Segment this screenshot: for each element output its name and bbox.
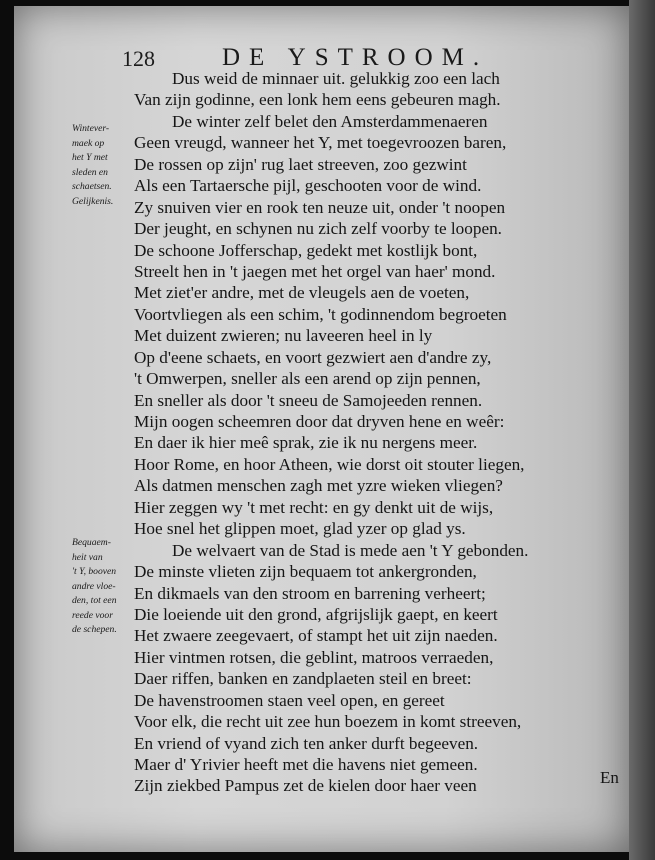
verse-line: Hoe snel het glippen moet, glad yzer op glad ys. <box>134 519 466 539</box>
margin-note-line: Gelijkenis. <box>72 195 114 207</box>
verse-line: Hier zeggen wy 't met recht: en gy denkt uit de wijs, <box>134 497 494 517</box>
verse-line: Met duizent zwieren; nu laveeren heel in ly <box>134 326 433 346</box>
verse-line: De rossen op zijn' rug laet streeven, zoo gezwint <box>134 154 467 174</box>
verse-line: Als datmen menschen zagh met yzre wieken vliegen? <box>134 476 503 496</box>
margin-note-line: andre vloe- <box>72 580 116 592</box>
verse-line: Als een Tartaersche pijl, geschooten voor de wind. <box>134 176 482 196</box>
running-title: DE YSTROOM. <box>222 44 489 71</box>
adjacent-page-edge <box>629 0 655 860</box>
verse-line: Geen vreugd, wanneer het Y, met toegevroozen baren, <box>134 133 507 153</box>
verse-line: Met ziet'er andre, met de vleugels aen de voeten, <box>134 283 470 303</box>
margin-note-line: Wintever- <box>72 123 110 134</box>
catchword: En <box>600 768 619 787</box>
verse-line: De havenstroomen staen veel open, en gereet <box>134 690 445 710</box>
verse-line: Het zwaere zeegevaert, of stampt het uit zijn naeden. <box>134 626 498 646</box>
verse-line: Van zijn godinne, een lonk hem eens gebeuren magh. <box>134 90 501 110</box>
page-paper <box>14 6 629 852</box>
verse-line: De winter zelf belet den Amsterdammenaeren <box>172 111 488 131</box>
margin-note-line: schaetsen. <box>72 181 112 192</box>
verse-line: Der jeught, en schynen nu zich zelf voorby te loopen. <box>134 219 502 239</box>
verse-line: De minste vlieten zijn bequaem tot ankergronden, <box>134 562 477 582</box>
margin-note-line: de schepen. <box>72 624 117 635</box>
verse-line: Streelt hen in 't jaegen met het orgel van haer' mond. <box>134 261 496 281</box>
margin-note-line: sleden en <box>72 166 108 178</box>
verse-line: Dus weid de minnaer uit. gelukkig zoo een lach <box>172 69 500 88</box>
margin-note-winter-skating <box>72 122 140 209</box>
verse-line: De schoone Jofferschap, gedekt met kostlijk bont, <box>134 240 478 260</box>
page-number: 128 <box>122 46 155 71</box>
verse-line: Daer riffen, banken en zandplaeten steil en breet: <box>134 669 472 689</box>
verse-line: De welvaert van de Stad is mede aen 't Y gebonden. <box>172 540 529 560</box>
verse-line: Zy snuiven vier en rook ten neuze uit, onder 't noopen <box>134 197 506 217</box>
verse-line: Zijn ziekbed Pampus zet de kielen door haer veen <box>134 776 477 796</box>
verse-line: Maer d' Yrivier heeft met die havens niet gemeen. <box>134 755 478 774</box>
verse-line: Die loeiende uit den grond, afgrijslijk gaept, en keert <box>134 604 498 624</box>
verse-line: En sneller als door 't sneeu de Samojeeden rennen. <box>134 390 483 410</box>
verse-line: En daer ik hier meê sprak, zie ik nu nergens meer. <box>134 433 478 453</box>
margin-note-line: reede voor <box>72 609 113 621</box>
verse-line: 't Omwerpen, sneller als een arend op zijn pennen, <box>134 369 481 389</box>
verse-line: Voor elk, die recht uit zee hun boezem in komt streeven, <box>134 712 522 732</box>
poem-body <box>134 68 624 797</box>
margin-note-line: 't Y, booven <box>72 566 117 577</box>
verse-line: En dikmaels van den stroom en barrening verheert; <box>134 583 486 603</box>
verse-line: Hoor Rome, en hoor Atheen, wie dorst oit stouter liegen, <box>134 454 525 474</box>
verse-line: Voortvliegen als een schim, 't godinnendom begroeten <box>134 304 507 324</box>
verse-line: Op d'eene schaets, en voort gezwiert aen d'andre zy, <box>134 347 492 367</box>
margin-note-line: Bequaem- <box>72 537 111 548</box>
margin-note-line: den, tot een <box>72 595 117 606</box>
margin-note-line: het Y met <box>72 152 108 163</box>
verse-line: Hier vintmen rotsen, die geblint, matroos verraeden, <box>134 647 494 667</box>
margin-note-line: maek op <box>72 137 105 149</box>
verse-line: En vriend of vyand zich ten anker durft begeeven. <box>134 733 479 753</box>
verse-line: Mijn oogen scheemren door dat dryven hene en weêr: <box>134 412 505 431</box>
margin-note-harbour <box>72 536 140 638</box>
margin-note-line: heit van <box>72 551 103 563</box>
